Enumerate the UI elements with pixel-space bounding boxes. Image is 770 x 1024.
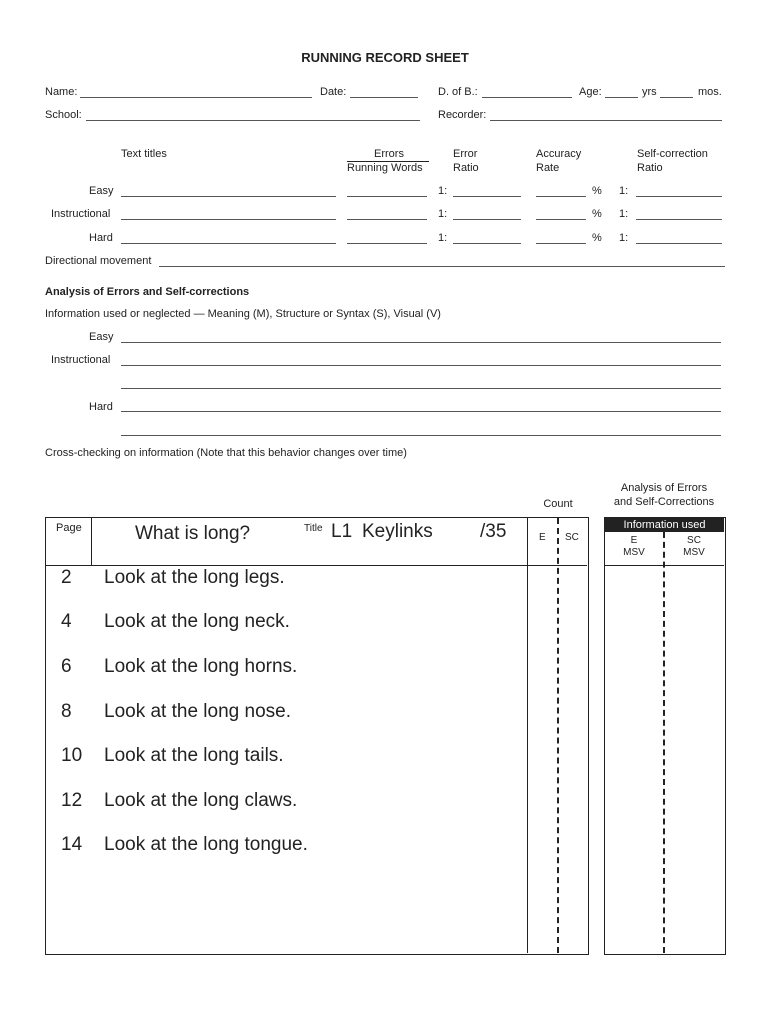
text-title-field[interactable] [121, 219, 336, 220]
date-field[interactable] [350, 97, 418, 98]
accuracy-field[interactable] [536, 196, 586, 197]
analysis-box [604, 517, 726, 955]
analysis-heading: Analysis of Errors and Self-corrections [45, 286, 250, 298]
record-header-divider [46, 565, 587, 566]
line-text: Look at the long horns. [104, 656, 298, 677]
line-page-number: 6 [61, 656, 72, 677]
line-page-number: 12 [61, 790, 83, 811]
text-title-field[interactable] [121, 196, 336, 197]
ratio-prefix: 1: [438, 185, 448, 197]
dob-field[interactable] [482, 97, 572, 98]
page-label: Page [56, 522, 82, 534]
analysis-instructional-label: Instructional [51, 354, 111, 366]
page-column-divider [91, 518, 92, 566]
page-title: RUNNING RECORD SHEET [301, 50, 469, 65]
analysis-instructional-field[interactable] [121, 365, 721, 366]
accuracy-header-2: Rate [536, 162, 560, 174]
date-label: Date: [320, 86, 347, 98]
row-label-instructional: Instructional [51, 208, 111, 220]
school-label: School: [45, 109, 82, 121]
line-text: Look at the long legs. [104, 567, 285, 588]
line-page-number: 10 [61, 745, 83, 766]
line-text: Look at the long claws. [104, 790, 298, 811]
e-msv-label-1: E [630, 535, 638, 546]
count-column-divider [527, 518, 528, 953]
sc-ratio-header-1: Self-correction [637, 148, 708, 160]
row-label-easy: Easy [89, 185, 114, 197]
sc-ratio-field[interactable] [636, 219, 722, 220]
school-field[interactable] [86, 120, 420, 121]
analysis-easy-label: Easy [89, 331, 114, 343]
recorder-label: Recorder: [438, 109, 487, 121]
age-months-field[interactable] [660, 97, 693, 98]
sc-ratio-field[interactable] [636, 243, 722, 244]
line-page-number: 8 [61, 701, 72, 722]
analysis-hard-label: Hard [89, 401, 113, 413]
directional-movement-label: Directional movement [45, 255, 152, 267]
line-page-number: 14 [61, 834, 83, 855]
percent-sign: % [592, 232, 602, 244]
age-label: Age: [579, 86, 602, 98]
analysis-hard-field-2[interactable] [121, 435, 721, 436]
error-ratio-field[interactable] [453, 196, 521, 197]
msv-dash-divider [663, 532, 665, 953]
line-text: Look at the long nose. [104, 701, 291, 722]
sc-ratio-prefix: 1: [619, 208, 629, 220]
count-label: Count [543, 498, 573, 510]
info-used-line: Information used or neglected — Meaning (M), Structure or Syntax (S), Visual (V) [45, 308, 441, 320]
accuracy-header-1: Accuracy [536, 148, 582, 160]
line-page-number: 2 [61, 567, 72, 588]
dob-label: D. of B.: [438, 86, 478, 98]
series-label: Keylinks [362, 521, 433, 542]
sc-ratio-field[interactable] [636, 196, 722, 197]
text-title-field[interactable] [121, 243, 336, 244]
directional-movement-field[interactable] [159, 266, 725, 267]
name-field[interactable] [80, 97, 312, 98]
sc-ratio-header-2: Ratio [637, 162, 663, 174]
line-text: Look at the long tails. [104, 745, 284, 766]
errors-header: Errors [374, 148, 404, 160]
analysis-easy-field[interactable] [121, 342, 721, 343]
running-words-header: Running Words [347, 162, 423, 174]
line-text: Look at the long neck. [104, 611, 290, 632]
age-years-field[interactable] [605, 97, 638, 98]
info-used-header: Information used [605, 518, 724, 532]
mos-label: mos. [698, 86, 722, 98]
sc-column-label: SC [565, 532, 579, 543]
error-ratio-header-1: Error [453, 148, 478, 160]
accuracy-field[interactable] [536, 219, 586, 220]
errors-field[interactable] [347, 196, 427, 197]
name-label: Name: [45, 86, 78, 98]
sc-ratio-prefix: 1: [619, 232, 629, 244]
recorder-field[interactable] [490, 120, 722, 121]
ratio-prefix: 1: [438, 232, 448, 244]
analysis-header-divider [605, 565, 724, 566]
analysis-errors-label-1: Analysis of Errors [620, 482, 708, 494]
sc-msv-label-2: MSV [683, 547, 705, 558]
text-titles-header: Text titles [121, 148, 167, 160]
sc-ratio-prefix: 1: [619, 185, 629, 197]
line-page-number: 4 [61, 611, 72, 632]
analysis-hard-field[interactable] [121, 411, 721, 412]
yrs-label: yrs [642, 86, 657, 98]
error-ratio-field[interactable] [453, 243, 521, 244]
error-ratio-field[interactable] [453, 219, 521, 220]
analysis-errors-label-2: and Self-Corrections [613, 496, 715, 508]
analysis-instructional-field-2[interactable] [121, 388, 721, 389]
row-label-hard: Hard [89, 232, 113, 244]
e-msv-label-2: MSV [623, 547, 645, 558]
e-column-label: E [539, 532, 546, 543]
errors-field[interactable] [347, 219, 427, 220]
e-sc-dash-divider [557, 518, 559, 953]
percent-sign: % [592, 185, 602, 197]
level-label: L1 [331, 521, 353, 542]
word-total: /35 [480, 521, 507, 542]
error-ratio-header-2: Ratio [453, 162, 479, 174]
cross-checking-label: Cross-checking on information (Note that this behavior changes over time) [45, 447, 407, 459]
sc-msv-label-1: SC [687, 535, 701, 546]
title-label: Title [304, 523, 323, 534]
ratio-prefix: 1: [438, 208, 448, 220]
percent-sign: % [592, 208, 602, 220]
book-title: What is long? [135, 523, 251, 544]
accuracy-field[interactable] [536, 243, 586, 244]
errors-field[interactable] [347, 243, 427, 244]
line-text: Look at the long tongue. [104, 834, 308, 855]
